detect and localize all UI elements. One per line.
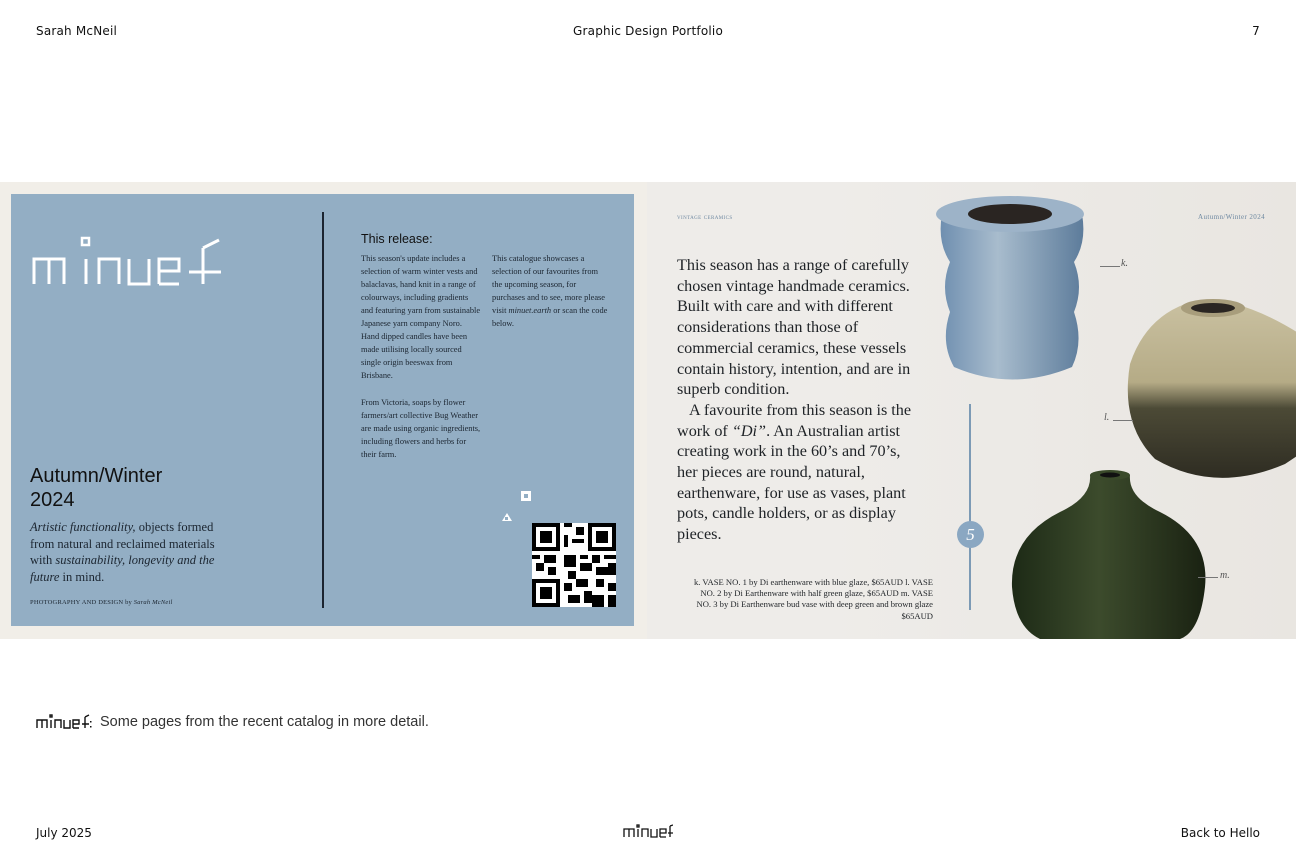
blue-vase-image [932, 192, 1102, 392]
dark-green-vase-image [1010, 467, 1210, 639]
release-column-1: This season's update includes a selection of warm winter vests and balaclavas, hand knit in a range of colourways, including gradients and featuring yarn from sustainable Japanese yarn company Noro. Hand dipped candles have been made utilising locally sourced single origin beeswax from Brisbane. [361, 254, 481, 380]
credit-prefix: PHOTOGRAPHY AND DESIGN by [30, 599, 134, 606]
catalog-description-text: Some pages from the recent catalog in more detail. [100, 714, 429, 730]
release-heading: This release: [361, 232, 433, 246]
section-label-vintage-ceramics: vintage ceramics [677, 213, 733, 221]
header-page-number: 7 [1252, 24, 1260, 38]
vertical-divider [322, 212, 324, 608]
season-title-line2: 2024 [30, 489, 75, 511]
release-column-1b: From Victoria, soaps by flower farmers/art collective Bug Weather are made using organic ingredients, including flowers and herbs for their farm. [361, 398, 481, 459]
back-to-hello-link[interactable]: Back to Hello [1180, 826, 1260, 840]
desc-italic-a: Artistic functionality, [30, 520, 136, 534]
paragraph-2-text-a: A favourite from this season is the work of [677, 400, 912, 440]
season-description [30, 519, 220, 585]
qr-code-icon [532, 523, 616, 607]
vase-caption: k. VASE NO. 1 by Di earthenware with blue glaze, $65AUD l. VASE NO. 2 by Di Earthenware with half green glaze, $65AUD m. VASE NO. 3 by Di Earthenware bud vase with deep green and brown glaze $65AUD [693, 577, 933, 621]
paragraph-2-artist: “Di” [731, 421, 767, 440]
section-label-season: Autumn/Winter 2024 [1198, 213, 1265, 221]
article-paragraph-2 [677, 400, 925, 545]
season-title-line1: Autumn/Winter [30, 465, 163, 487]
release-column-2 [492, 252, 608, 330]
release-col2-link: minuet.earth [508, 306, 552, 315]
season-title [30, 464, 230, 512]
photo-credit [30, 599, 172, 606]
ceramics-page [647, 182, 1296, 639]
release-col2-text-b: or scan the code below. [492, 306, 608, 328]
desc-italic-c: sustainability, longevity and the future [30, 553, 215, 584]
article-paragraph-1: This season has a range of carefully chosen vintage handmade ceramics. Built with care and with different considerations than those of commercial ceramics, these vessels contain history, intention, and are in superb condition. [677, 256, 911, 399]
paragraph-2-text-b: . An Australian artist creating work in the 60’s and 70’s, her pieces are round, natural, earthenware, for use as vases, plant pots, candle holders, or as display pieces. [677, 421, 906, 544]
minuet-small-logo [36, 714, 92, 730]
desc-text-b: objects formed from natural and reclaimed materials with [30, 520, 215, 567]
desc-text-d: in mind. [59, 569, 105, 584]
marker-line-k [1100, 266, 1120, 267]
release-col2-text-a: This catalogue showcases a selection of our favourites from the upcoming season, for purchases and to see, more please visit [492, 254, 606, 315]
catalog-description [36, 714, 429, 730]
catalog-spread-image [0, 182, 1296, 639]
marker-line-l [1113, 420, 1133, 421]
footer-date: July 2025 [36, 826, 92, 840]
marker-k: k. [1121, 258, 1128, 269]
green-beige-vase-image [1125, 294, 1296, 484]
header-author: Sarah McNeil [36, 24, 118, 38]
footer-minuet-logo[interactable] [623, 824, 673, 838]
marker-l: l. [1104, 412, 1110, 423]
minuet-logo [31, 234, 226, 289]
marker-line-m [1198, 577, 1218, 578]
header-title: Graphic Design Portfolio [573, 24, 723, 38]
marker-m: m. [1220, 570, 1230, 581]
accent-vertical-line [969, 404, 971, 610]
credit-name: Sarah McNeil [133, 599, 173, 606]
page-number-badge: 5 [957, 521, 984, 548]
catalog-cover-page [11, 194, 634, 626]
ceramics-article [677, 255, 925, 545]
